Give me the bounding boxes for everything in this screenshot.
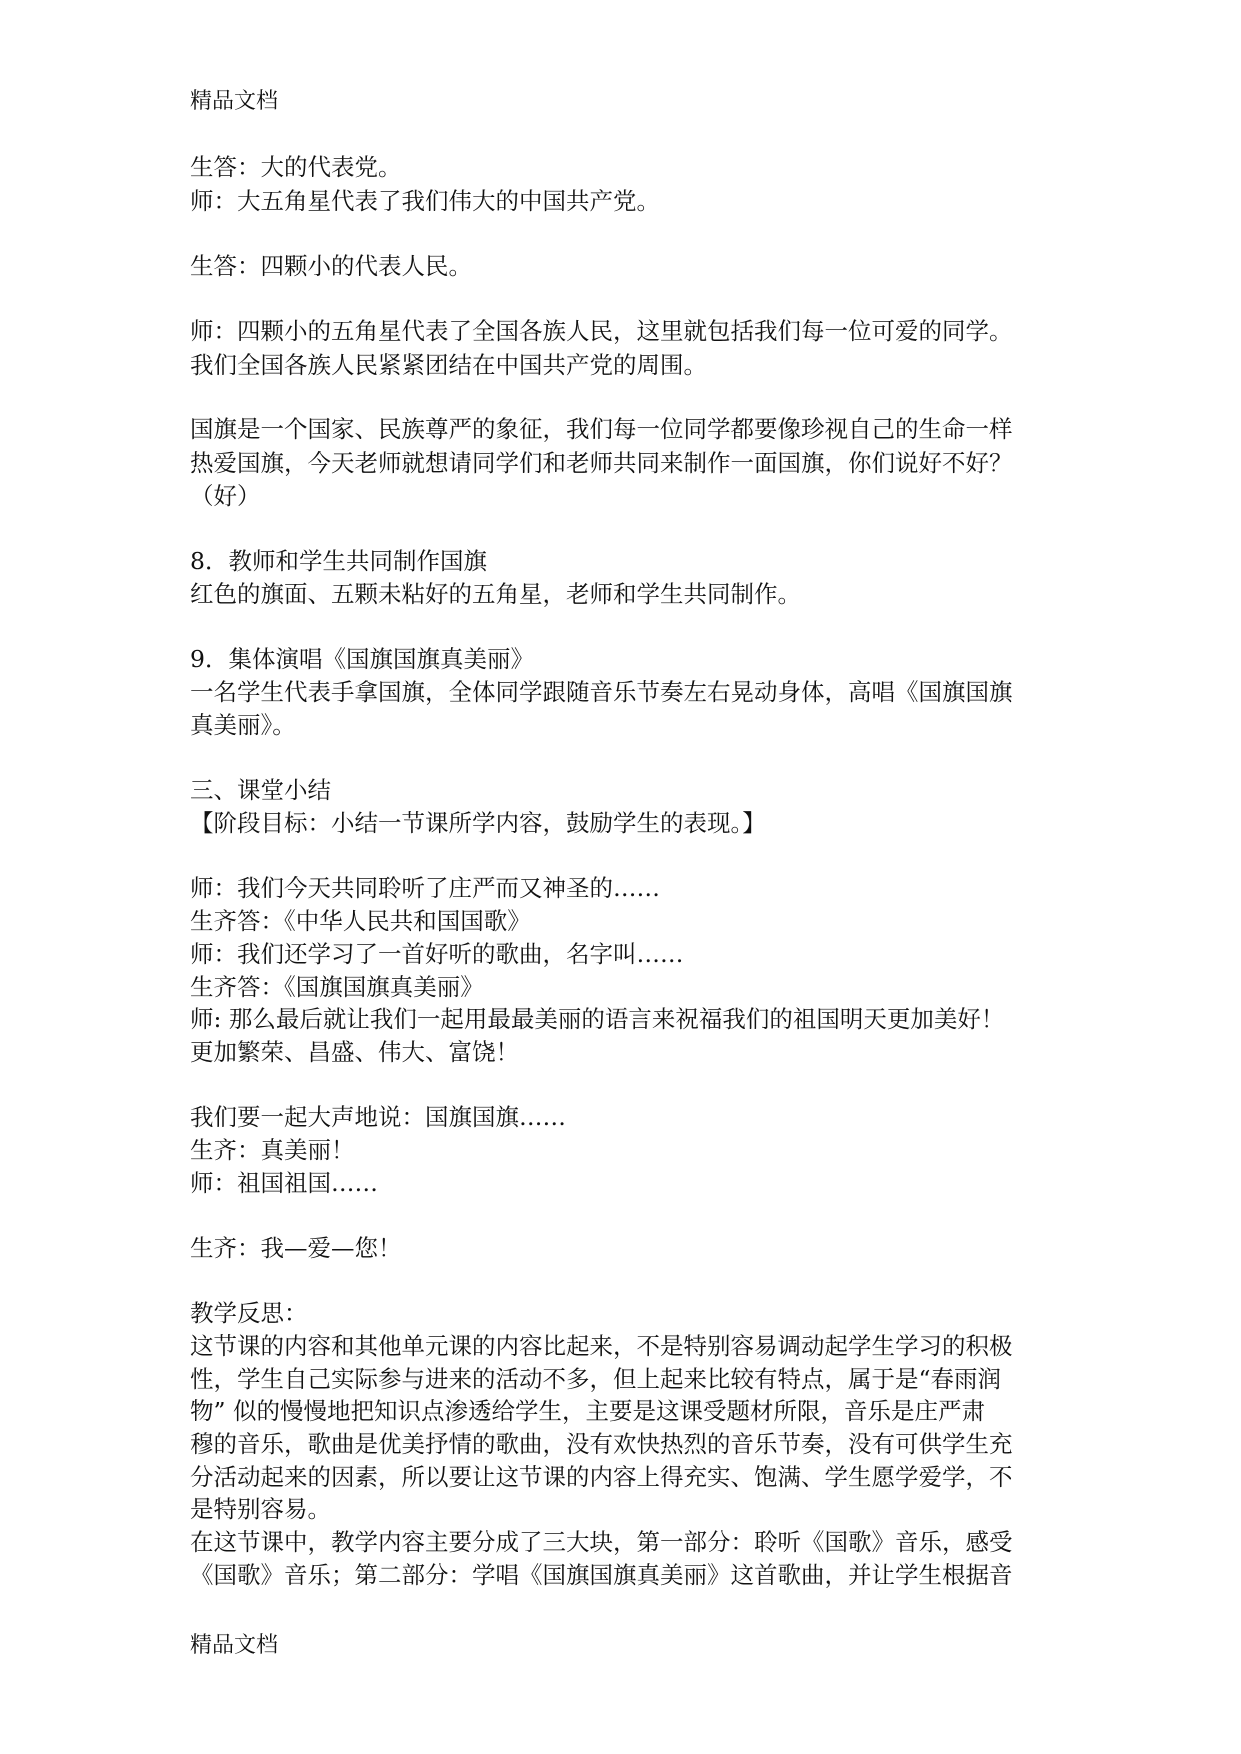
text-line: 师：祖国祖国…… — [190, 1169, 378, 1197]
text-line: 我们全国各族人民紧紧团结在中国共产党的周围。 — [190, 351, 707, 379]
text-line: 我们要一起大声地说：国旗国旗…… — [190, 1103, 566, 1131]
text-line: （好） — [190, 482, 261, 510]
section-heading: 教学反思： — [190, 1299, 308, 1327]
text-line: 师：大五角星代表了我们伟大的中国共产党。 — [190, 187, 660, 215]
text-line: 国旗是一个国家、民族尊严的象征，我们每一位同学都要像珍视自己的生命一样 — [190, 415, 1013, 443]
text-line: 性，学生自己实际参与进来的活动不多，但上起来比较有特点，属于是“春雨润 — [190, 1365, 1002, 1393]
text-line: 生答：四颗小的代表人民。 — [190, 252, 472, 280]
stage-goal: 【阶段目标：小结一节课所学内容，鼓励学生的表现。】 — [190, 809, 766, 837]
text-line: 生齐：我—爱—您！ — [190, 1234, 402, 1262]
text-line: 红色的旗面、五颗未粘好的五角星，老师和学生共同制作。 — [190, 580, 801, 608]
text-line: 生齐：真美丽！ — [190, 1136, 355, 1164]
page-header: 精品文档 — [190, 89, 279, 114]
text-line: 这节课的内容和其他单元课的内容比起来，不是特别容易调动起学生学习的积极 — [190, 1332, 1013, 1360]
text-line: 热爱国旗，今天老师就想请同学们和老师共同来制作一面国旗，你们说好不好？ — [190, 449, 1013, 477]
text-line: 在这节课中，教学内容主要分成了三大块，第一部分：聆听《国歌》音乐，感受 — [190, 1528, 1013, 1556]
text-line: 师：四颗小的五角星代表了全国各族人民，这里就包括我们每一位可爱的同学。 — [190, 317, 1013, 345]
text-line: 物” 似的慢慢地把知识点渗透给学生，主要是这课受题材所限，音乐是庄严肃 — [190, 1397, 985, 1425]
text-line: 真美丽》。 — [190, 711, 296, 739]
section-heading: 8．教师和学生共同制作国旗 — [190, 547, 487, 575]
text-line: 一名学生代表手拿国旗，全体同学跟随音乐节奏左右晃动身体，高唱《国旗国旗 — [190, 678, 1013, 706]
text-line: 生齐答：《国旗国旗真美丽》 — [190, 973, 484, 1001]
text-line: 师：我们今天共同聆听了庄严而又神圣的…… — [190, 874, 660, 902]
text-line: 穆的音乐，歌曲是优美抒情的歌曲，没有欢快热烈的音乐节奏，没有可供学生充 — [190, 1430, 1013, 1458]
section-heading: 三、课堂小结 — [190, 776, 331, 804]
text-line: 生齐答：《中华人民共和国国歌》 — [190, 907, 531, 935]
text-line: 是特别容易。 — [190, 1495, 331, 1523]
text-line: 师: 那么最后就让我们一起用最最美丽的语言来祝福我们的祖国明天更加美好！ — [190, 1005, 1005, 1033]
text-line: 师：我们还学习了一首好听的歌曲，名字叫…… — [190, 940, 684, 968]
section-heading: 9．集体演唱《国旗国旗真美丽》 — [190, 645, 534, 673]
page-footer: 精品文档 — [190, 1633, 279, 1658]
text-line: 生答：大的代表党。 — [190, 153, 402, 181]
text-line: 更加繁荣、昌盛、伟大、富饶！ — [190, 1038, 519, 1066]
text-line: 《国歌》音乐；第二部分：学唱《国旗国旗真美丽》这首歌曲，并让学生根据音 — [190, 1561, 1013, 1589]
text-line: 分活动起来的因素，所以要让这节课的内容上得充实、饱满、学生愿学爱学，不 — [190, 1463, 1013, 1491]
